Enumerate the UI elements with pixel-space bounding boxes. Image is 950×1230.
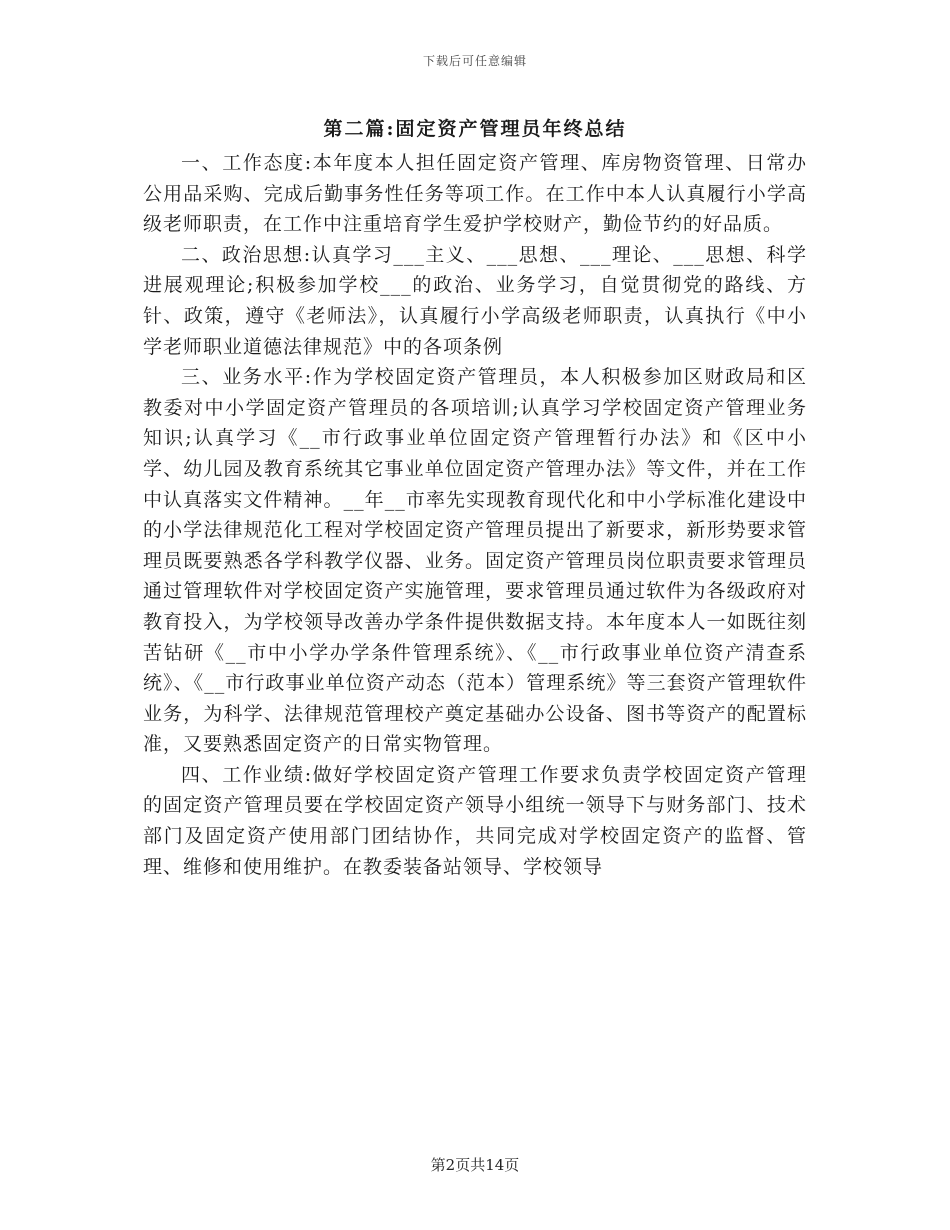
header-note: 下载后可任意编辑: [422, 54, 527, 68]
page-number: 第2页共14页: [430, 1156, 520, 1174]
paragraph-professional-level: 三、业务水平:作为学校固定资产管理员，本人积极参加区财政局和区教委对中小学固定资产管理员的各项培训;认真学习学校固定资产管理业务知识;认真学习《__市行政事业单位固定资产管理暂行办法》和《区中小学、幼儿园及教育系统其它事业单位固定资产管理办法》等文件，并在工作中认真落实文件精神。__年__市率先实现教育现代化和中小学标准化建设中的小学法律规范化工程对学校固定资产管理员提出了新要求，新形势要求管理员既要熟悉各学科教学仪器、业务。固定资产管理员岗位职责要求管理员通过管理软件对学校固定资产实施管理，要求管理员通过软件为各级政府对教育投入，为学校领导改善办学条件提供数据支持。本年度本人一如既往刻苦钻研《__市中小学办学条件管理系统》、《__市行政事业单位资产清查系统》、《__市行政事业单位资产动态（范本）管理系统》等三套资产管理软件业务，为科学、法律规范管理校产奠定基础办公设备、图书等资产的配置标准，又要熟悉固定资产的日常实物管理。: [143, 366, 807, 756]
document-body: [143, 148, 807, 882]
document-title: 第二篇:固定资产管理员年终总结: [323, 118, 627, 140]
paragraph-political-thought: 二、政治思想:认真学习___主义、___思想、___理论、___思想、科学进展观理论;积极参加学校___的政治、业务学习，自觉贯彻党的路线、方针、政策，遵守《老师法》，认真履行小学高级老师职责，认真执行《中小学老师职业道德法律规范》中的各项条例: [143, 243, 807, 358]
paragraph-work-attitude: 一、工作态度:本年度本人担任固定资产管理、库房物资管理、日常办公用品采购、完成后勤事务性任务等项工作。在工作中本人认真履行小学高级老师职责，在工作中注重培育学生爱护学校财产，勤俭节约的好品质。: [143, 152, 807, 236]
paragraph-work-performance: 四、工作业绩:做好学校固定资产管理工作要求负责学校固定资产管理的固定资产管理员要在学校固定资产领导小组统一领导下与财务部门、技术部门及固定资产使用部门团结协作，共同完成对学校固定资产的监督、管理、维修和使用维护。在教委装备站领导、学校领导: [143, 763, 807, 878]
